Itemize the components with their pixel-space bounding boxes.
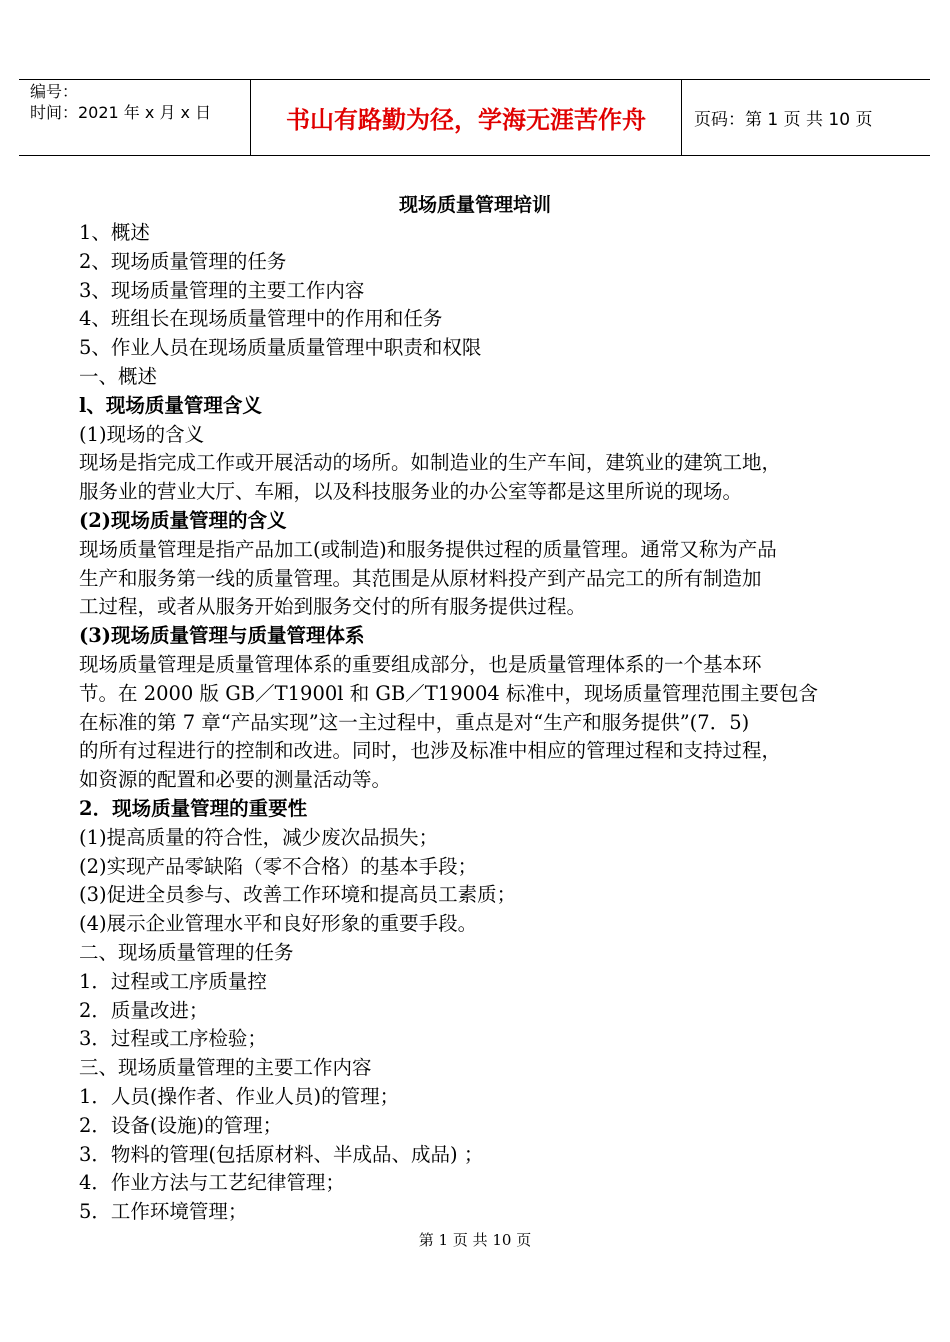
document-body xyxy=(79,219,869,1227)
text-line: 1．人员(操作者、作业人员)的管理； xyxy=(79,1084,400,1108)
text-line: 的所有过程进行的控制和改进。同时，也涉及标准中相应的管理过程和支持过程， xyxy=(79,739,782,763)
text-line: 现场是指完成工作或开展活动的场所。如制造业的生产车间，建筑业的建筑工地， xyxy=(79,451,782,475)
header-motto: 书山有路勤为径，学海无涯苦作舟 xyxy=(286,106,646,134)
text-line: 1、概述 xyxy=(79,221,150,244)
header-info-cell xyxy=(19,80,251,155)
header-page-cell xyxy=(682,80,930,155)
text-line: 服务业的营业大厅、车厢，以及科技服务业的办公室等都是这里所说的现场。 xyxy=(79,480,743,504)
text-line: (1)现场的含义 xyxy=(79,422,205,446)
text-line: 2、现场质量管理的任务 xyxy=(79,249,287,273)
document-date-label: 时间：2021 年 x 月 x 日 xyxy=(30,103,212,122)
document-title: 现场质量管理培训 xyxy=(398,194,551,216)
header-motto-cell xyxy=(251,80,682,155)
text-line: (4)展示企业管理水平和良好形象的重要手段。 xyxy=(79,912,478,936)
text-line: 工过程，或者从服务开始到服务交付的所有服务提供过程。 xyxy=(79,595,587,619)
text-line: (3)现场质量管理与质量管理体系 xyxy=(79,624,365,648)
text-line: 1．过程或工序质量控 xyxy=(79,969,267,993)
document-header xyxy=(19,79,930,156)
document-number-label: 编号： xyxy=(30,82,79,101)
text-line: 二、现场质量管理的任务 xyxy=(79,940,294,964)
text-line: 3．过程或工序检验； xyxy=(79,1027,267,1051)
text-line: (2)现场质量管理的含义 xyxy=(79,508,287,532)
text-line: 3．物料的管理(包括原材料、半成品、成品) ； xyxy=(79,1142,484,1166)
text-line: 如资源的配置和必要的测量活动等。 xyxy=(79,768,392,792)
text-line: 三、现场质量管理的主要工作内容 xyxy=(79,1056,372,1080)
text-line: 4、班组长在现场质量管理中的作用和任务 xyxy=(79,307,443,331)
text-line: (1)提高质量的符合性，减少废次品损失； xyxy=(79,825,439,849)
text-line: 节。在 2000 版 GB／T1900l 和 GB／T19004 标准中，现场质量管理范围主要包含 xyxy=(79,681,819,705)
text-line: 2．设备(设施)的管理； xyxy=(79,1113,283,1137)
text-line: 现场质量管理是质量管理体系的重要组成部分，也是质量管理体系的一个基本环 xyxy=(79,652,762,676)
text-line: 现场质量管理是指产品加工(或制造)和服务提供过程的质量管理。通常又称为产品 xyxy=(79,537,777,561)
text-line: 生产和服务第一线的质量管理。其范围是从原材料投产到产品完工的所有制造加 xyxy=(79,566,762,590)
text-line: 3、现场质量管理的主要工作内容 xyxy=(79,278,365,302)
text-line: l、现场质量管理含义 xyxy=(79,393,262,417)
text-line: 一、概述 xyxy=(79,364,158,388)
text-line: (2)实现产品零缺陷（零不合格）的基本手段； xyxy=(79,854,478,878)
text-line: 在标准的第 7 章“产品实现”这一主过程中，重点是对“生产和服务提供”(7．5) xyxy=(79,710,750,734)
text-line: 5．工作环境管理； xyxy=(79,1200,248,1224)
text-line: 4．作业方法与工艺纪律管理； xyxy=(79,1171,345,1195)
text-line: 2．现场质量管理的重要性 xyxy=(79,796,308,820)
text-line: 2．质量改进； xyxy=(79,998,209,1022)
text-line: 5、作业人员在现场质量质量管理中职责和权限 xyxy=(79,336,482,360)
header-page-code: 页码：第 1 页 共 10 页 xyxy=(694,110,873,130)
page-footer: 第 1 页 共 10 页 xyxy=(418,1231,532,1249)
text-line: (3)促进全员参与、改善工作环境和提高员工素质； xyxy=(79,883,517,907)
